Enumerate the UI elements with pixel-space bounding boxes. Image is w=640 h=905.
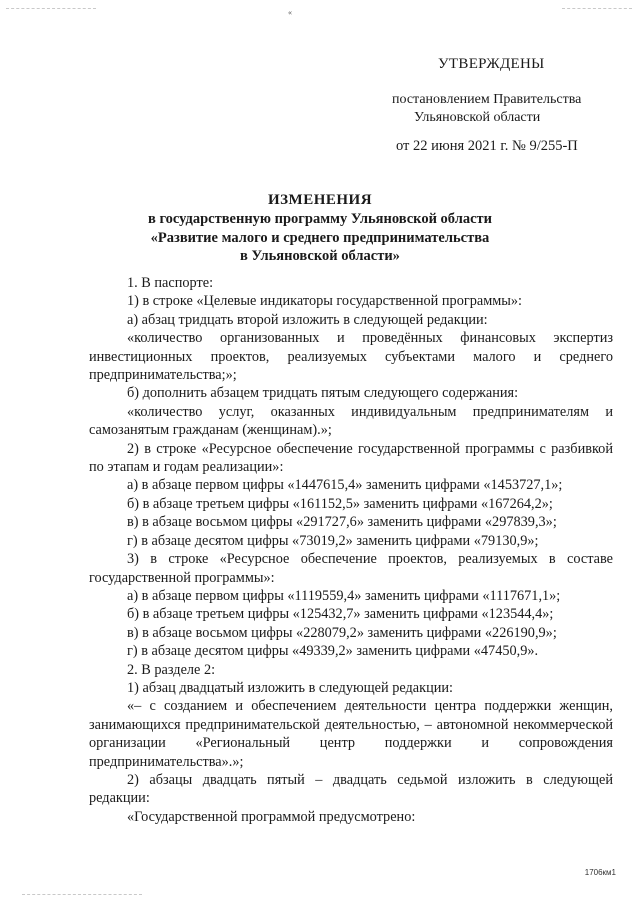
paragraph: 2. В разделе 2:: [127, 661, 216, 678]
paragraph: а) в абзаце первом цифры «1447615,4» заменить цифрами «1453727,1»;: [127, 477, 563, 494]
paragraph: 1) абзац двадцатый изложить в следующей редакции:: [127, 679, 454, 696]
title-sub-1: в государственную программу Ульяновской области: [147, 211, 492, 227]
scan-artifact-top-left: [6, 8, 96, 9]
document-body: [89, 274, 613, 826]
footer-code: 1706км1: [584, 868, 616, 877]
paragraph: 2) в строке «Ресурсное обеспечение государственной программы с разбивкой по этапам и годам реализации»:: [89, 440, 613, 476]
paragraph: в) в абзаце восьмом цифры «291727,6» заменить цифрами «297839,3»;: [127, 514, 557, 531]
approval-line-1: постановлением Правительства: [392, 92, 582, 107]
paragraph: 2) абзацы двадцать пятый – двадцать седьмой изложить в следующей редакции:: [89, 771, 613, 807]
scan-artifact-top-right: [562, 8, 632, 9]
approval-title: УТВЕРЖДЕНЫ: [438, 56, 545, 72]
approval-date-number: от 22 июня 2021 г. № 9/255-П: [396, 138, 578, 154]
paragraph: 1) в строке «Целевые индикаторы государственной программы»:: [127, 293, 523, 310]
paragraph: «– с созданием и обеспечением деятельности центра поддержки женщин, занимающихся предпринимательской деятельностью, – автономной некоммерческой организации «Региональный центр поддержки и сопровождения предпринимательства».»;: [89, 698, 613, 770]
approval-line-2: Ульяновской области: [414, 110, 541, 125]
paragraph: 3) в строке «Ресурсное обеспечение проектов, реализуемых в составе государственной программы»:: [89, 551, 613, 586]
title-sub-3: в Ульяновской области»: [240, 248, 400, 264]
paragraph: а) абзац тридцать второй изложить в следующей редакции:: [127, 311, 488, 328]
paragraph: 1. В паспорте:: [127, 275, 214, 291]
document-title: [0, 190, 640, 266]
paragraph: б) в абзаце третьем цифры «161152,5» заменить цифрами «167264,2»;: [127, 495, 553, 512]
paragraph: в) в абзаце восьмом цифры «228079,2» заменить цифрами «226190,9»;: [127, 624, 557, 641]
paragraph: «количество услуг, оказанных индивидуальным предпринимателям и самозанятым гражданам (женщинам).»;: [89, 403, 613, 439]
paragraph: «количество организованных и проведённых финансовых экспертиз инвестиционных проектов, реализуемых субъектами малого и среднего предпринимательства;»;: [89, 330, 613, 384]
paragraph: а) в абзаце первом цифры «1119559,4» заменить цифрами «1117671,1»;: [127, 587, 561, 604]
paragraph: б) дополнить абзацем тридцать пятым следующего содержания:: [127, 385, 519, 402]
paragraph: г) в абзаце десятом цифры «49339,2» заменить цифрами «47450,9».: [127, 643, 539, 660]
paragraph: г) в абзаце десятом цифры «73019,2» заменить цифрами «79130,9»;: [127, 532, 539, 549]
paragraph: «Государственной программой предусмотрено:: [127, 808, 416, 825]
title-main: ИЗМЕНЕНИЯ: [267, 192, 373, 208]
scan-mark: «: [288, 8, 292, 17]
title-sub-2: «Развитие малого и среднего предпринимательства: [150, 229, 490, 246]
scan-artifact-bottom: [22, 894, 142, 895]
paragraph: б) в абзаце третьем цифры «125432,7» заменить цифрами «123544,4»;: [127, 606, 554, 623]
